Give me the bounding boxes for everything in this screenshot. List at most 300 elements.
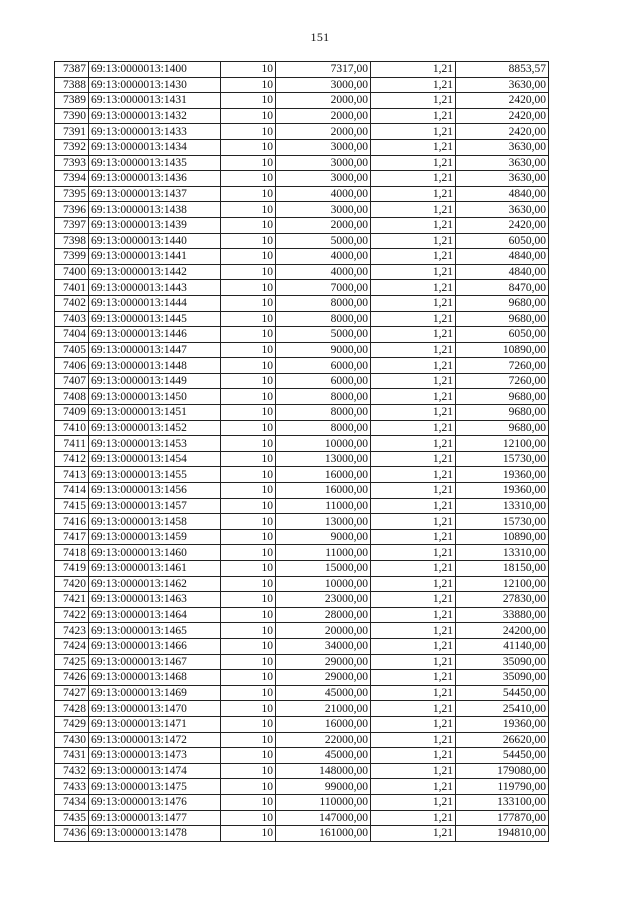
- row-number-cell: 7405: [55, 342, 89, 358]
- table-row: [55, 264, 549, 280]
- cadastral-number-cell: 69:13:0000013:1459: [89, 529, 221, 545]
- total-cell: 2420,00: [456, 93, 549, 109]
- total-cell: 35090,00: [456, 670, 549, 686]
- row-number-cell: 7414: [55, 483, 89, 499]
- value-cell: 3000,00: [276, 171, 371, 187]
- table-row: [55, 373, 549, 389]
- cadastral-number-cell: 69:13:0000013:1436: [89, 171, 221, 187]
- cadastral-number-cell: 69:13:0000013:1444: [89, 295, 221, 311]
- cadastral-number-cell: 69:13:0000013:1456: [89, 483, 221, 499]
- table-row: [55, 607, 549, 623]
- code-cell: 10: [221, 139, 276, 155]
- total-cell: 4840,00: [456, 249, 549, 265]
- total-cell: 8853,57: [456, 62, 549, 78]
- table-row: [55, 389, 549, 405]
- cadastral-number-cell: 69:13:0000013:1466: [89, 638, 221, 654]
- table-row: [55, 545, 549, 561]
- cadastral-number-cell: 69:13:0000013:1465: [89, 623, 221, 639]
- coefficient-cell: 1,21: [371, 233, 456, 249]
- coefficient-cell: 1,21: [371, 264, 456, 280]
- value-cell: 7000,00: [276, 280, 371, 296]
- row-number-cell: 7425: [55, 654, 89, 670]
- row-number-cell: 7412: [55, 451, 89, 467]
- code-cell: 10: [221, 685, 276, 701]
- code-cell: 10: [221, 233, 276, 249]
- total-cell: 3630,00: [456, 139, 549, 155]
- row-number-cell: 7428: [55, 701, 89, 717]
- coefficient-cell: 1,21: [371, 171, 456, 187]
- row-number-cell: 7422: [55, 607, 89, 623]
- coefficient-cell: 1,21: [371, 561, 456, 577]
- row-number-cell: 7427: [55, 685, 89, 701]
- row-number-cell: 7393: [55, 155, 89, 171]
- coefficient-cell: 1,21: [371, 529, 456, 545]
- coefficient-cell: 1,21: [371, 108, 456, 124]
- cadastral-number-cell: 69:13:0000013:1471: [89, 716, 221, 732]
- cadastral-number-cell: 69:13:0000013:1440: [89, 233, 221, 249]
- value-cell: 28000,00: [276, 607, 371, 623]
- value-cell: 2000,00: [276, 108, 371, 124]
- row-number-cell: 7436: [55, 826, 89, 842]
- total-cell: 4840,00: [456, 186, 549, 202]
- value-cell: 4000,00: [276, 186, 371, 202]
- table-row: [55, 311, 549, 327]
- row-number-cell: 7434: [55, 794, 89, 810]
- coefficient-cell: 1,21: [371, 389, 456, 405]
- code-cell: 10: [221, 405, 276, 421]
- coefficient-cell: 1,21: [371, 592, 456, 608]
- code-cell: 10: [221, 561, 276, 577]
- table-row: [55, 623, 549, 639]
- code-cell: 10: [221, 264, 276, 280]
- value-cell: 21000,00: [276, 701, 371, 717]
- code-cell: 10: [221, 483, 276, 499]
- cadastral-number-cell: 69:13:0000013:1441: [89, 249, 221, 265]
- value-cell: 3000,00: [276, 77, 371, 93]
- row-number-cell: 7430: [55, 732, 89, 748]
- value-cell: 20000,00: [276, 623, 371, 639]
- coefficient-cell: 1,21: [371, 498, 456, 514]
- cadastral-number-cell: 69:13:0000013:1431: [89, 93, 221, 109]
- row-number-cell: 7400: [55, 264, 89, 280]
- table-row: [55, 826, 549, 842]
- row-number-cell: 7426: [55, 670, 89, 686]
- cadastral-number-cell: 69:13:0000013:1454: [89, 451, 221, 467]
- total-cell: 33880,00: [456, 607, 549, 623]
- cadastral-number-cell: 69:13:0000013:1460: [89, 545, 221, 561]
- row-number-cell: 7431: [55, 748, 89, 764]
- code-cell: 10: [221, 342, 276, 358]
- total-cell: 4840,00: [456, 264, 549, 280]
- coefficient-cell: 1,21: [371, 701, 456, 717]
- value-cell: 23000,00: [276, 592, 371, 608]
- coefficient-cell: 1,21: [371, 436, 456, 452]
- coefficient-cell: 1,21: [371, 327, 456, 343]
- cadastral-number-cell: 69:13:0000013:1457: [89, 498, 221, 514]
- table-row: [55, 732, 549, 748]
- total-cell: 19360,00: [456, 467, 549, 483]
- value-cell: 29000,00: [276, 654, 371, 670]
- row-number-cell: 7432: [55, 763, 89, 779]
- total-cell: 13310,00: [456, 498, 549, 514]
- total-cell: 19360,00: [456, 483, 549, 499]
- code-cell: 10: [221, 93, 276, 109]
- cadastral-number-cell: 69:13:0000013:1476: [89, 794, 221, 810]
- table-row: [55, 108, 549, 124]
- cadastral-number-cell: 69:13:0000013:1400: [89, 62, 221, 78]
- value-cell: 15000,00: [276, 561, 371, 577]
- cadastral-number-cell: 69:13:0000013:1443: [89, 280, 221, 296]
- value-cell: 34000,00: [276, 638, 371, 654]
- code-cell: 10: [221, 280, 276, 296]
- row-number-cell: 7401: [55, 280, 89, 296]
- table-row: [55, 295, 549, 311]
- cadastral-number-cell: 69:13:0000013:1470: [89, 701, 221, 717]
- cadastral-number-cell: 69:13:0000013:1469: [89, 685, 221, 701]
- value-cell: 8000,00: [276, 295, 371, 311]
- coefficient-cell: 1,21: [371, 186, 456, 202]
- cadastral-number-cell: 69:13:0000013:1458: [89, 514, 221, 530]
- value-cell: 13000,00: [276, 451, 371, 467]
- code-cell: 10: [221, 62, 276, 78]
- row-number-cell: 7410: [55, 420, 89, 436]
- total-cell: 12100,00: [456, 436, 549, 452]
- value-cell: 10000,00: [276, 436, 371, 452]
- code-cell: 10: [221, 295, 276, 311]
- table-row: [55, 810, 549, 826]
- row-number-cell: 7421: [55, 592, 89, 608]
- total-cell: 9680,00: [456, 405, 549, 421]
- code-cell: 10: [221, 498, 276, 514]
- code-cell: 10: [221, 202, 276, 218]
- value-cell: 6000,00: [276, 358, 371, 374]
- total-cell: 10890,00: [456, 529, 549, 545]
- row-number-cell: 7435: [55, 810, 89, 826]
- coefficient-cell: 1,21: [371, 93, 456, 109]
- cadastral-number-cell: 69:13:0000013:1450: [89, 389, 221, 405]
- value-cell: 16000,00: [276, 467, 371, 483]
- cadastral-number-cell: 69:13:0000013:1472: [89, 732, 221, 748]
- code-cell: 10: [221, 514, 276, 530]
- total-cell: 177870,00: [456, 810, 549, 826]
- cadastral-number-cell: 69:13:0000013:1462: [89, 576, 221, 592]
- cadastral-registry-table: [54, 61, 549, 842]
- coefficient-cell: 1,21: [371, 373, 456, 389]
- table-row: [55, 405, 549, 421]
- value-cell: 3000,00: [276, 155, 371, 171]
- value-cell: 147000,00: [276, 810, 371, 826]
- cadastral-number-cell: 69:13:0000013:1451: [89, 405, 221, 421]
- value-cell: 148000,00: [276, 763, 371, 779]
- code-cell: 10: [221, 171, 276, 187]
- coefficient-cell: 1,21: [371, 670, 456, 686]
- table-row: [55, 202, 549, 218]
- row-number-cell: 7402: [55, 295, 89, 311]
- value-cell: 161000,00: [276, 826, 371, 842]
- table-row: [55, 62, 549, 78]
- table-row: [55, 529, 549, 545]
- table-row: [55, 280, 549, 296]
- code-cell: 10: [221, 545, 276, 561]
- cadastral-number-cell: 69:13:0000013:1439: [89, 217, 221, 233]
- table-row: [55, 654, 549, 670]
- code-cell: 10: [221, 124, 276, 140]
- value-cell: 29000,00: [276, 670, 371, 686]
- coefficient-cell: 1,21: [371, 810, 456, 826]
- row-number-cell: 7397: [55, 217, 89, 233]
- total-cell: 15730,00: [456, 514, 549, 530]
- table-row: [55, 233, 549, 249]
- value-cell: 9000,00: [276, 342, 371, 358]
- coefficient-cell: 1,21: [371, 685, 456, 701]
- table-row: [55, 779, 549, 795]
- cadastral-number-cell: 69:13:0000013:1446: [89, 327, 221, 343]
- value-cell: 8000,00: [276, 420, 371, 436]
- total-cell: 3630,00: [456, 202, 549, 218]
- cadastral-number-cell: 69:13:0000013:1461: [89, 561, 221, 577]
- total-cell: 8470,00: [456, 280, 549, 296]
- table-row: [55, 685, 549, 701]
- row-number-cell: 7390: [55, 108, 89, 124]
- total-cell: 194810,00: [456, 826, 549, 842]
- coefficient-cell: 1,21: [371, 483, 456, 499]
- value-cell: 3000,00: [276, 202, 371, 218]
- value-cell: 8000,00: [276, 311, 371, 327]
- total-cell: 2420,00: [456, 108, 549, 124]
- code-cell: 10: [221, 186, 276, 202]
- table-body: [55, 62, 549, 842]
- total-cell: 9680,00: [456, 389, 549, 405]
- cadastral-number-cell: 69:13:0000013:1438: [89, 202, 221, 218]
- cadastral-number-cell: 69:13:0000013:1442: [89, 264, 221, 280]
- value-cell: 13000,00: [276, 514, 371, 530]
- value-cell: 16000,00: [276, 483, 371, 499]
- row-number-cell: 7420: [55, 576, 89, 592]
- coefficient-cell: 1,21: [371, 638, 456, 654]
- row-number-cell: 7396: [55, 202, 89, 218]
- table-row: [55, 420, 549, 436]
- coefficient-cell: 1,21: [371, 763, 456, 779]
- code-cell: 10: [221, 155, 276, 171]
- code-cell: 10: [221, 716, 276, 732]
- code-cell: 10: [221, 436, 276, 452]
- code-cell: 10: [221, 748, 276, 764]
- total-cell: 19360,00: [456, 716, 549, 732]
- value-cell: 4000,00: [276, 249, 371, 265]
- row-number-cell: 7387: [55, 62, 89, 78]
- value-cell: 45000,00: [276, 685, 371, 701]
- row-number-cell: 7433: [55, 779, 89, 795]
- value-cell: 16000,00: [276, 716, 371, 732]
- table-row: [55, 561, 549, 577]
- value-cell: 11000,00: [276, 498, 371, 514]
- value-cell: 11000,00: [276, 545, 371, 561]
- row-number-cell: 7392: [55, 139, 89, 155]
- row-number-cell: 7417: [55, 529, 89, 545]
- table-row: [55, 358, 549, 374]
- row-number-cell: 7424: [55, 638, 89, 654]
- row-number-cell: 7423: [55, 623, 89, 639]
- cadastral-number-cell: 69:13:0000013:1435: [89, 155, 221, 171]
- total-cell: 3630,00: [456, 155, 549, 171]
- row-number-cell: 7404: [55, 327, 89, 343]
- table-row: [55, 716, 549, 732]
- code-cell: 10: [221, 467, 276, 483]
- value-cell: 9000,00: [276, 529, 371, 545]
- coefficient-cell: 1,21: [371, 124, 456, 140]
- cadastral-number-cell: 69:13:0000013:1448: [89, 358, 221, 374]
- code-cell: 10: [221, 623, 276, 639]
- table-row: [55, 670, 549, 686]
- value-cell: 22000,00: [276, 732, 371, 748]
- row-number-cell: 7419: [55, 561, 89, 577]
- total-cell: 9680,00: [456, 311, 549, 327]
- total-cell: 10890,00: [456, 342, 549, 358]
- code-cell: 10: [221, 732, 276, 748]
- table-row: [55, 124, 549, 140]
- value-cell: 5000,00: [276, 327, 371, 343]
- coefficient-cell: 1,21: [371, 249, 456, 265]
- total-cell: 119790,00: [456, 779, 549, 795]
- cadastral-number-cell: 69:13:0000013:1453: [89, 436, 221, 452]
- coefficient-cell: 1,21: [371, 545, 456, 561]
- total-cell: 2420,00: [456, 217, 549, 233]
- row-number-cell: 7398: [55, 233, 89, 249]
- total-cell: 7260,00: [456, 373, 549, 389]
- code-cell: 10: [221, 373, 276, 389]
- total-cell: 35090,00: [456, 654, 549, 670]
- table-row: [55, 498, 549, 514]
- row-number-cell: 7429: [55, 716, 89, 732]
- value-cell: 110000,00: [276, 794, 371, 810]
- total-cell: 24200,00: [456, 623, 549, 639]
- cadastral-number-cell: 69:13:0000013:1433: [89, 124, 221, 140]
- value-cell: 2000,00: [276, 93, 371, 109]
- code-cell: 10: [221, 451, 276, 467]
- coefficient-cell: 1,21: [371, 202, 456, 218]
- total-cell: 12100,00: [456, 576, 549, 592]
- code-cell: 10: [221, 638, 276, 654]
- table-row: [55, 93, 549, 109]
- code-cell: 10: [221, 826, 276, 842]
- table-row: [55, 139, 549, 155]
- total-cell: 133100,00: [456, 794, 549, 810]
- row-number-cell: 7408: [55, 389, 89, 405]
- total-cell: 3630,00: [456, 171, 549, 187]
- row-number-cell: 7416: [55, 514, 89, 530]
- total-cell: 9680,00: [456, 295, 549, 311]
- table-row: [55, 514, 549, 530]
- value-cell: 6000,00: [276, 373, 371, 389]
- coefficient-cell: 1,21: [371, 342, 456, 358]
- table-row: [55, 638, 549, 654]
- code-cell: 10: [221, 576, 276, 592]
- table-row: [55, 701, 549, 717]
- total-cell: 6050,00: [456, 327, 549, 343]
- coefficient-cell: 1,21: [371, 826, 456, 842]
- row-number-cell: 7403: [55, 311, 89, 327]
- coefficient-cell: 1,21: [371, 280, 456, 296]
- coefficient-cell: 1,21: [371, 420, 456, 436]
- cadastral-number-cell: 69:13:0000013:1468: [89, 670, 221, 686]
- value-cell: 99000,00: [276, 779, 371, 795]
- coefficient-cell: 1,21: [371, 139, 456, 155]
- code-cell: 10: [221, 794, 276, 810]
- value-cell: 2000,00: [276, 217, 371, 233]
- total-cell: 7260,00: [456, 358, 549, 374]
- code-cell: 10: [221, 654, 276, 670]
- coefficient-cell: 1,21: [371, 576, 456, 592]
- table-row: [55, 171, 549, 187]
- cadastral-number-cell: 69:13:0000013:1432: [89, 108, 221, 124]
- code-cell: 10: [221, 358, 276, 374]
- total-cell: 13310,00: [456, 545, 549, 561]
- code-cell: 10: [221, 592, 276, 608]
- coefficient-cell: 1,21: [371, 514, 456, 530]
- table-row: [55, 249, 549, 265]
- coefficient-cell: 1,21: [371, 451, 456, 467]
- code-cell: 10: [221, 810, 276, 826]
- cadastral-number-cell: 69:13:0000013:1463: [89, 592, 221, 608]
- row-number-cell: 7388: [55, 77, 89, 93]
- cadastral-number-cell: 69:13:0000013:1474: [89, 763, 221, 779]
- code-cell: 10: [221, 249, 276, 265]
- cadastral-number-cell: 69:13:0000013:1477: [89, 810, 221, 826]
- row-number-cell: 7391: [55, 124, 89, 140]
- table-row: [55, 186, 549, 202]
- value-cell: 10000,00: [276, 576, 371, 592]
- table-row: [55, 763, 549, 779]
- row-number-cell: 7395: [55, 186, 89, 202]
- coefficient-cell: 1,21: [371, 716, 456, 732]
- cadastral-number-cell: 69:13:0000013:1437: [89, 186, 221, 202]
- code-cell: 10: [221, 763, 276, 779]
- total-cell: 18150,00: [456, 561, 549, 577]
- row-number-cell: 7406: [55, 358, 89, 374]
- cadastral-number-cell: 69:13:0000013:1478: [89, 826, 221, 842]
- code-cell: 10: [221, 529, 276, 545]
- coefficient-cell: 1,21: [371, 748, 456, 764]
- table-row: [55, 794, 549, 810]
- code-cell: 10: [221, 108, 276, 124]
- cadastral-number-cell: 69:13:0000013:1473: [89, 748, 221, 764]
- table-row: [55, 483, 549, 499]
- cadastral-number-cell: 69:13:0000013:1452: [89, 420, 221, 436]
- cadastral-number-cell: 69:13:0000013:1434: [89, 139, 221, 155]
- total-cell: 54450,00: [456, 748, 549, 764]
- total-cell: 6050,00: [456, 233, 549, 249]
- table-row: [55, 327, 549, 343]
- value-cell: 8000,00: [276, 405, 371, 421]
- total-cell: 9680,00: [456, 420, 549, 436]
- row-number-cell: 7409: [55, 405, 89, 421]
- coefficient-cell: 1,21: [371, 607, 456, 623]
- total-cell: 15730,00: [456, 451, 549, 467]
- total-cell: 3630,00: [456, 77, 549, 93]
- row-number-cell: 7415: [55, 498, 89, 514]
- code-cell: 10: [221, 779, 276, 795]
- cadastral-number-cell: 69:13:0000013:1445: [89, 311, 221, 327]
- code-cell: 10: [221, 420, 276, 436]
- coefficient-cell: 1,21: [371, 311, 456, 327]
- cadastral-number-cell: 69:13:0000013:1455: [89, 467, 221, 483]
- cadastral-number-cell: 69:13:0000013:1464: [89, 607, 221, 623]
- coefficient-cell: 1,21: [371, 358, 456, 374]
- coefficient-cell: 1,21: [371, 467, 456, 483]
- cadastral-number-cell: 69:13:0000013:1430: [89, 77, 221, 93]
- row-number-cell: 7389: [55, 93, 89, 109]
- coefficient-cell: 1,21: [371, 779, 456, 795]
